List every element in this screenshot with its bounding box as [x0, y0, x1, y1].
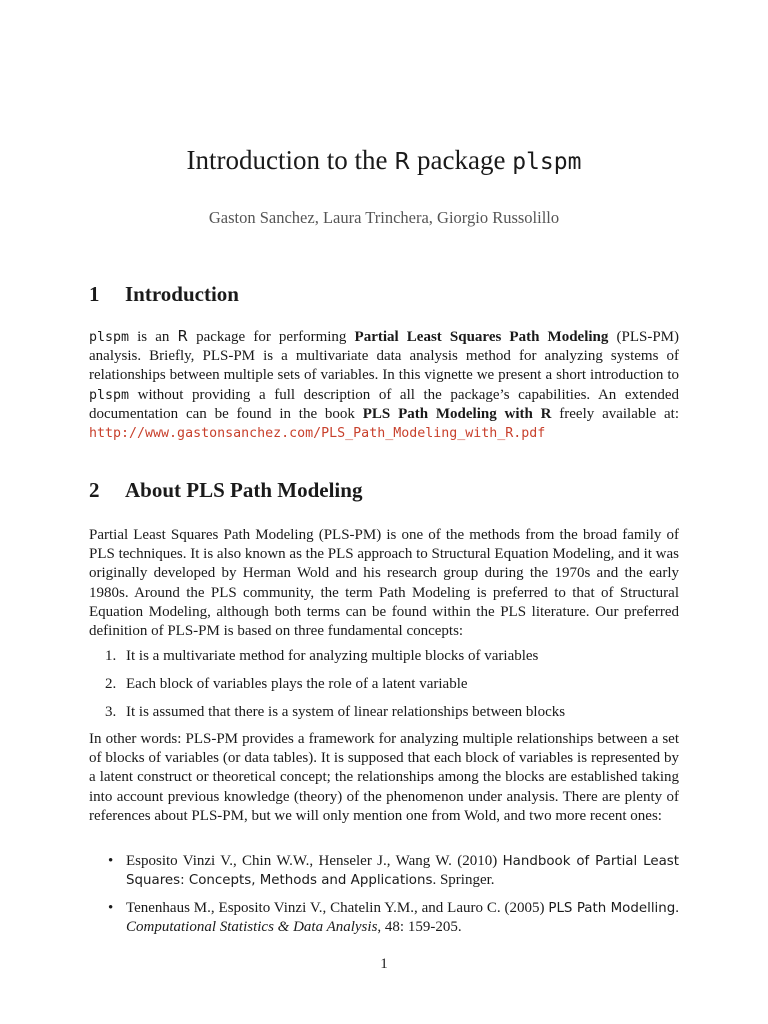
pkg-name-inline: plspm	[89, 387, 130, 403]
text-run: freely available at:	[551, 405, 679, 422]
title-r-name: R	[394, 149, 411, 175]
document-title	[0, 143, 768, 179]
about-paragraph-2: In other words: PLS-PM provides a framework for analyzing multiple relationships between a set of blocks of variables (or data tables). It is supposed that each block of variables is represented by a latent construct or theoretical concept; the relationships among the blocks are established taking into account previous knowledge (theory) of the phenomenon under analysis. There are plenty of references about PLS-PM, but we will only mention one from Wold, and two more recent ones:	[89, 731, 679, 824]
list-item-text: Each block of variables plays the role of a latent variable	[126, 676, 468, 692]
section-2-heading	[89, 477, 362, 503]
list-marker: 1.	[105, 648, 117, 664]
title-prefix: Introduction to the	[186, 145, 395, 175]
page-number: 1	[380, 956, 388, 972]
book-title-bold: PLS Path Modeling with R	[362, 405, 552, 422]
pls-pm-bold: Partial Least Squares Path Modeling	[354, 329, 609, 345]
text-run: without providing a full description of all the package’s capabilities. An extended documentation can be found in the book	[89, 386, 679, 422]
reference-rest: . Springer.	[432, 872, 495, 889]
list-marker: 3.	[105, 704, 117, 720]
reference-item	[89, 899, 679, 937]
text-run: (PLS-PM) analysis. Briefly, PLS-PM is a multivariate data analysis method for analyzing systems of relationships between multiple sets of variables. In this vignette we present a short introduction to	[89, 329, 679, 384]
r-name-inline: R	[177, 327, 188, 345]
reference-journal: Computational Statistics & Data Analysis	[126, 919, 378, 936]
list-item	[89, 647, 679, 666]
reference-authors: Esposito Vinzi V., Chin W.W., Henseler J., Wang W. (2010)	[126, 853, 503, 869]
text-run: is an	[129, 329, 178, 345]
section-1-title: Introduction	[125, 282, 239, 306]
reference-title: Handbook of Partial Least Squares: Concepts, Methods and Applications	[126, 854, 680, 889]
book-url-link[interactable]: http://www.gastonsanchez.com/PLS_Path_Modeling_with_R.pdf	[89, 426, 546, 442]
list-item	[89, 703, 679, 722]
reference-separator: .	[675, 900, 679, 916]
bullet-marker: •	[108, 900, 114, 916]
list-marker: 2.	[105, 676, 117, 692]
section-2-title: About PLS Path Modeling	[125, 478, 363, 502]
list-item	[89, 675, 679, 694]
intro-paragraph	[89, 327, 679, 443]
list-item-text: It is a multivariate method for analyzing multiple blocks of variables	[126, 648, 539, 664]
reference-rest: , 48: 159-205.	[377, 919, 462, 936]
reference-authors: Tenenhaus M., Esposito Vinzi V., Chatelin Y.M., and Lauro C. (2005)	[126, 900, 549, 916]
reference-item	[89, 852, 679, 890]
section-1-number: 1	[89, 282, 100, 306]
bullet-marker: •	[108, 853, 114, 869]
author-list: Gaston Sanchez, Laura Trinchera, Giorgio Russolillo	[208, 208, 560, 227]
pkg-name-inline: plspm	[89, 330, 130, 345]
about-paragraph-1: Partial Least Squares Path Modeling (PLS-PM) is one of the methods from the broad family of PLS techniques. It is also known as the PLS approach to Structural Equation Modeling, and it was originally developed by Herman Wold and his research group during the 1970s and the early 1980s. Around the PLS community, the term Path Modeling is preferred to that of Structural Equation Modeling, although both terms can be found within the PLS literature. Our preferred definition of PLS-PM is based on three fundamental concepts:	[89, 527, 679, 640]
section-1-heading	[89, 281, 239, 307]
text-run: package for performing	[187, 329, 355, 345]
title-middle: package	[410, 145, 513, 175]
title-package-name: plspm	[512, 149, 582, 175]
reference-title: PLS Path Modelling	[548, 901, 676, 916]
section-2-number: 2	[89, 478, 100, 502]
list-item-text: It is assumed that there is a system of linear relationships between blocks	[126, 704, 566, 720]
